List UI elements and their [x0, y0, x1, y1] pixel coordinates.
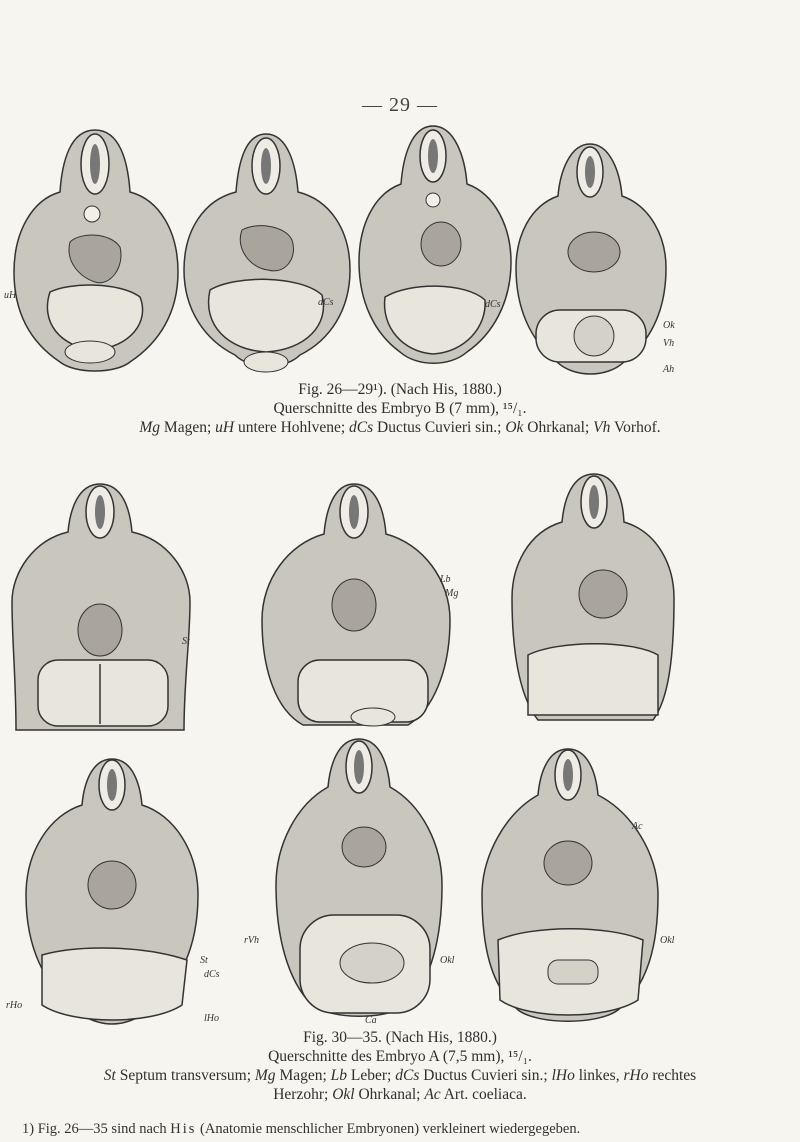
label-dCs: dCs [204, 969, 220, 980]
label-Ac: Ac [632, 821, 643, 832]
caption-line2-26-29: Querschnitte des Embryo B (7 mm), ¹⁵/₁. [273, 400, 527, 417]
footnote-author: His [170, 1121, 197, 1137]
label-Ah: Ah [663, 364, 675, 375]
section-fig-30 [8, 480, 193, 735]
section-fig-27 [180, 130, 352, 392]
section-fig-31 [258, 480, 453, 735]
figure-26-29-row [0, 122, 800, 378]
caption-title-30-35: Fig. 30—35. (Nach His, 1880.) [303, 1029, 497, 1046]
label-Ca: Ca [365, 1015, 377, 1026]
label-Mg: Mg [445, 588, 459, 599]
label-Vh: Vh [663, 338, 675, 349]
section-fig-33 [22, 755, 202, 1030]
section-fig-29 [512, 140, 670, 385]
label-dCs-a: dCs [318, 297, 334, 308]
page-number: — 29 — [362, 94, 438, 116]
label-uH: uH [4, 290, 17, 301]
label-rHo: rHo [6, 1000, 23, 1011]
caption-line2-30-35: Querschnitte des Embryo A (7,5 mm), ¹⁵/₁. [268, 1048, 532, 1065]
label-lHo: lHo [204, 1013, 219, 1024]
figure-26-29-caption [0, 380, 800, 437]
section-fig-35 [478, 745, 663, 1035]
label-Lb: Lb [440, 574, 451, 585]
caption-legend-30-35-line2: Herzohr; Okl Ohrkanal; Ac Art. coeliaca. [273, 1086, 527, 1103]
footnote-marker: 1) [22, 1121, 35, 1137]
figure-30-32-row [0, 470, 800, 738]
label-dCs-b: dCs [485, 299, 501, 310]
section-fig-32 [508, 470, 678, 730]
caption-title-26-29: Fig. 26—29¹). (Nach His, 1880.) [298, 381, 502, 398]
label-rVh: rVh [244, 935, 259, 946]
section-fig-26 [10, 122, 180, 384]
figure-33-35-row [0, 735, 800, 1030]
caption-legend-30-35-line1: St Septum transversum; Mg Magen; Lb Leber; dCs Ductus Cuvieri sin.; lHo linkes, rHo rechtes [103, 1067, 697, 1084]
label-Okl2: Okl [660, 935, 675, 946]
label-Okl: Okl [440, 955, 455, 966]
section-fig-28 [355, 122, 515, 384]
label-St2: St [200, 955, 208, 966]
footnote-text-after: (Anatomie menschlicher Embryonen) verkleinert wiedergegeben. [196, 1121, 581, 1137]
footnote [22, 1121, 580, 1138]
section-fig-34 [272, 735, 447, 1025]
figure-30-35-caption [0, 1028, 800, 1104]
footnote-text-before: Fig. 26—35 sind nach [34, 1121, 171, 1137]
caption-legend-26-29: Mg Magen; uH untere Hohlvene; dCs Ductus Cuvieri sin.; Ok Ohrkanal; Vh Vorhof. [139, 419, 661, 436]
label-Ok: Ok [663, 320, 675, 331]
label-St: St [182, 636, 190, 647]
